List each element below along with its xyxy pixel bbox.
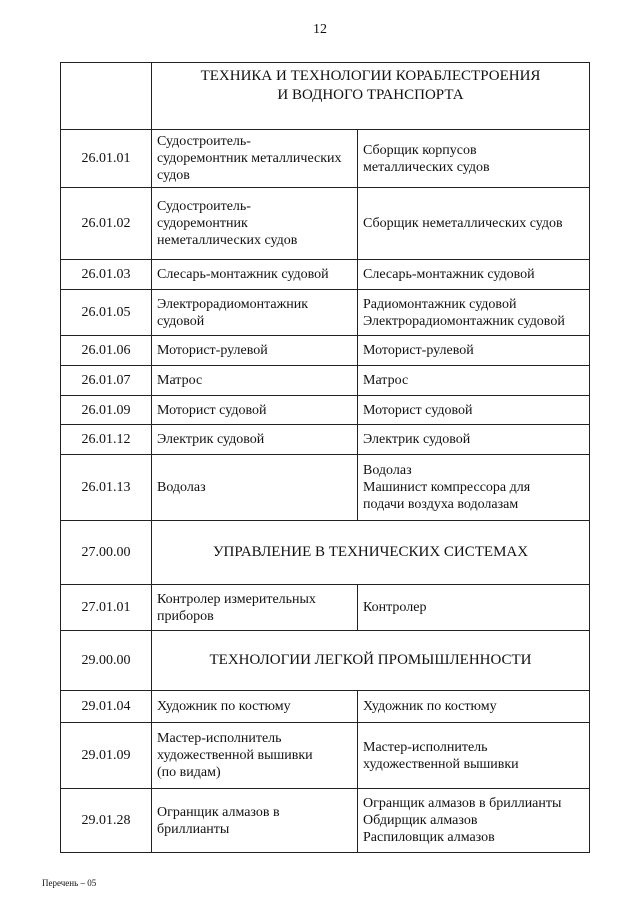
section-title-line: И ВОДНОГО ТРАНСПОРТА [277,87,464,103]
profession-name [152,336,358,366]
profession-code: 29.01.09 [61,723,152,789]
related-line: Обдирщик алмазов [363,813,478,828]
profession-line: Моторист судовой [157,402,267,418]
profession-line: судоремонтник [157,216,248,231]
profession-code: 26.01.03 [61,260,152,290]
table-row [61,396,590,425]
profession-line: Судостроитель- [157,134,251,149]
related-line: Мастер-исполнитель [363,739,488,755]
section-code: 29.00.00 [61,631,152,691]
profession-line: Слесарь-монтажник судовой [157,267,329,282]
section-title-line: УПРАВЛЕНИЕ В ТЕХНИЧЕСКИХ СИСТЕМАХ [212,544,529,560]
profession-line: неметаллических судов [157,233,298,248]
related-professions [358,425,590,455]
profession-code: 26.01.01 [61,130,152,188]
related-line: Художник по костюму [363,699,497,714]
profession-name [152,425,358,455]
profession-name [152,130,358,188]
related-line: Огранщик алмазов в бриллианты [363,796,562,811]
profession-line: художественной вышивки [157,748,313,763]
related-professions [358,789,590,853]
profession-code: 27.01.01 [61,585,152,631]
profession-code: 26.01.02 [61,188,152,260]
related-line: художественной вышивки [363,756,519,772]
related-line: Электрорадиомонтажник судовой [363,313,565,329]
profession-line: судовой [157,313,205,329]
related-line: Водолаз [363,463,412,478]
profession-name [152,455,358,521]
section-header-row [61,631,590,691]
table-row [61,585,590,631]
profession-line: судоремонтник металлических [157,151,342,166]
profession-name [152,366,358,396]
profession-code: 26.01.05 [61,290,152,336]
table-row [61,130,590,188]
related-professions [358,130,590,188]
table-row [61,366,590,396]
profession-line: (по видам) [157,765,221,780]
related-line: Сборщик неметаллических судов [363,216,563,231]
profession-name [152,188,358,260]
section-header-row [61,521,590,585]
profession-code: 26.01.09 [61,396,152,425]
related-line: Электрик судовой [363,432,471,447]
related-professions [358,188,590,260]
section-header-row [61,63,590,130]
table-row [61,455,590,521]
table-row [61,336,590,366]
related-line: Моторист-рулевой [363,343,474,358]
section-code [61,63,152,130]
table-row [61,290,590,336]
profession-line: Моторист-рулевой [157,343,268,358]
related-line: Радиомонтажник судовой [363,296,517,312]
related-line: Матрос [363,373,409,388]
section-title [152,63,590,130]
profession-line: Матрос [157,373,203,388]
related-professions [358,455,590,521]
related-professions [358,723,590,789]
profession-code: 29.01.28 [61,789,152,853]
table-body [61,63,590,853]
related-line: Моторист судовой [363,402,473,418]
table-row [61,260,590,290]
section-title-line: ТЕХНОЛОГИИ ЛЕГКОЙ ПРОМЫШЛЕННОСТИ [209,652,532,668]
table-row [61,188,590,260]
profession-line: бриллианты [157,821,230,837]
related-professions [358,336,590,366]
related-line: подачи воздуха водолазам [363,497,519,512]
profession-name [152,396,358,425]
section-title [152,521,590,585]
related-professions [358,396,590,425]
section-title-line: ТЕХНИКА И ТЕХНОЛОГИИ КОРАБЛЕСТРОЕНИЯ [200,68,541,84]
profession-line: Электрик судовой [157,432,265,447]
section-title [152,631,590,691]
profession-code: 26.01.12 [61,425,152,455]
section-code: 27.00.00 [61,521,152,585]
profession-line: Контролер измерительных [157,591,316,607]
related-line: металлических судов [363,159,490,175]
page-number: 12 [313,22,327,37]
related-line: Распиловщик алмазов [363,830,495,845]
related-professions [358,691,590,723]
footer-label: Перечень – 05 [42,878,97,888]
profession-line: Водолаз [157,480,206,495]
profession-name [152,585,358,631]
table-row [61,691,590,723]
related-professions [358,260,590,290]
profession-name [152,723,358,789]
table-row [61,789,590,853]
profession-code: 26.01.07 [61,366,152,396]
related-line: Машинист компрессора для [363,480,531,495]
related-line: Слесарь-монтажник судовой [363,267,535,282]
professions-table [60,62,590,853]
profession-line: Электрорадиомонтажник [157,296,309,312]
profession-name [152,789,358,853]
profession-code: 29.01.04 [61,691,152,723]
profession-name [152,260,358,290]
table-row [61,723,590,789]
related-professions [358,366,590,396]
profession-line: Огранщик алмазов в [157,804,280,820]
profession-line: Мастер-исполнитель [157,731,282,746]
profession-line: Художник по костюму [157,699,291,714]
related-line: Сборщик корпусов [363,142,477,158]
profession-line: приборов [157,608,214,624]
profession-name [152,290,358,336]
profession-code: 26.01.13 [61,455,152,521]
profession-code: 26.01.06 [61,336,152,366]
related-professions [358,585,590,631]
related-line: Контролер [363,600,427,615]
profession-line: судов [157,168,190,183]
profession-line: Судостроитель- [157,199,251,214]
profession-name [152,691,358,723]
related-professions [358,290,590,336]
table-row [61,425,590,455]
